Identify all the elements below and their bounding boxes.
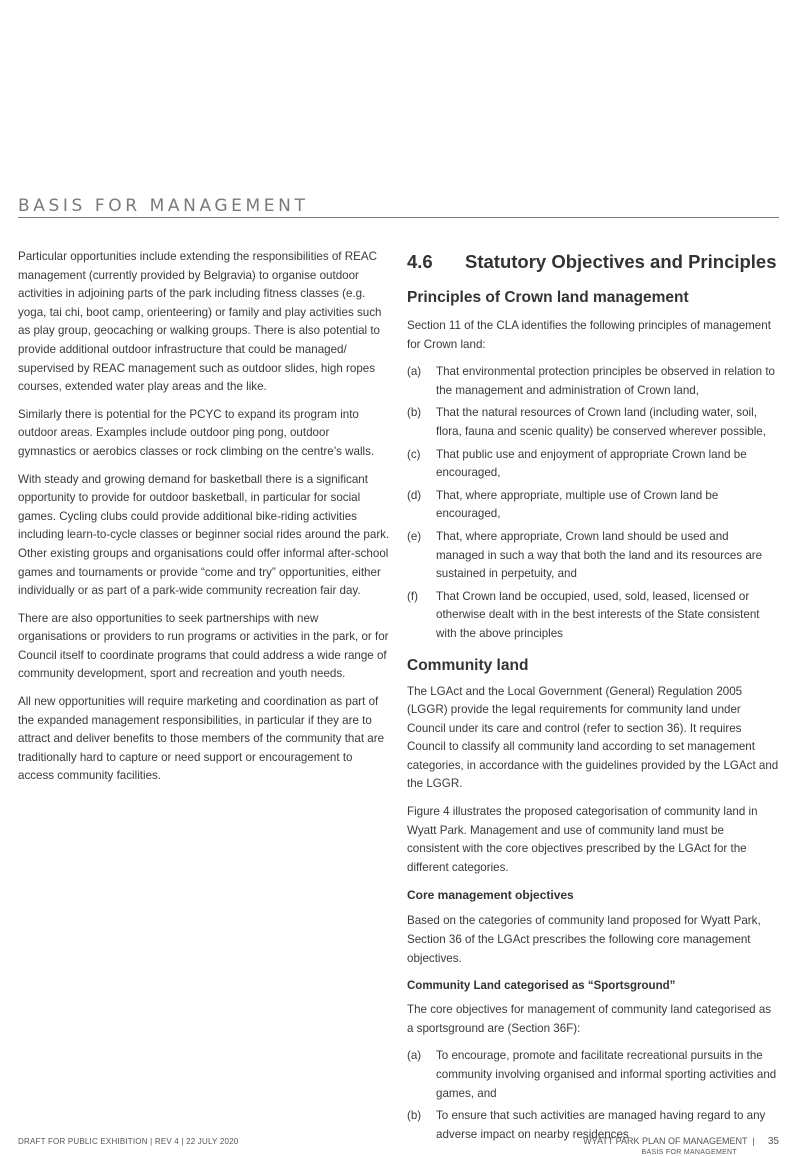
list-text: To ensure that such activities are managed having regard to any adverse impact on nearby residences — [436, 1109, 766, 1141]
list-text: That Crown land be occupied, used, sold, leased, licensed or otherwise dealt with in the best interests of the State consistent with the above principles — [436, 589, 760, 640]
paragraph: With steady and growing demand for basketball there is a significant opportunity to provide for outdoor basketball, in particular for social games. Cycling clubs could provide additional bike-riding activities including learn-to-cycle classes or beginner social rides around the park. Other existing groups and organisations could offer informal after-school games and tournaments or provide “come and try” opportunities, either individually or as part of a park-wide community recreation fair day. — [18, 472, 390, 598]
list-marker: (e) — [407, 529, 422, 543]
footer-section-label: BASIS FOR MANAGEMENT — [641, 1149, 737, 1156]
list-text: That, where appropriate, Crown land should be used and managed in such a way that both the land and its resources are sustained in perpetuity, and — [436, 529, 763, 581]
list-item — [407, 528, 779, 584]
paragraph: Based on the categories of community land proposed for Wyatt Park, Section 36 of the LGAct prescribes the following core management objectives. — [407, 914, 761, 965]
list-text: That environmental protection principles be observed in relation to the management and administration of Crown land, — [436, 365, 775, 397]
sportsground-heading: Community Land categorised as “Sportsground” — [407, 980, 676, 993]
core-objectives-heading: Core management objectives — [407, 888, 574, 903]
page-number: 35 — [767, 1136, 779, 1147]
list-text: That the natural resources of Crown land (including water, soil, flora, fauna and scenic quality) be conserved wherever possible, — [436, 406, 766, 438]
list-text: That, where appropriate, multiple use of Crown land be encouraged, — [436, 488, 719, 521]
list-marker: (a) — [407, 365, 422, 379]
footer-doc-info — [583, 1136, 779, 1147]
section-title: Statutory Objectives and Principles — [465, 251, 777, 272]
community-land-heading: Community land — [407, 656, 529, 674]
list-text: To encourage, promote and facilitate recreational pursuits in the community involving organised and informal sporting activities and games, and — [436, 1049, 777, 1100]
list-marker: (b) — [407, 1109, 422, 1123]
paragraph: The core objectives for management of community land categorised as a sportsground are (Section 36F): — [407, 1003, 772, 1035]
paragraph: Particular opportunities include extending the responsibilities of REAC management (currently provided by Belgravia) to organise outdoor activities in adjoining parts of the park including fitness classes (e.g. yoga, tai chi, boot camp, orienteering) or family and play activities such as play group, geocaching or walking groups. There is also potential to provide additional outdoor infrastructure that could be managed/ supervised by REAC management such as outdoor slides, high ropes courses, extended water play areas and the like. — [18, 250, 382, 394]
list-item — [407, 588, 779, 644]
paragraph: Figure 4 illustrates the proposed categorisation of community land in Wyatt Park. Management and use of community land must be consistent with the core objectives prescribed by the LGAct for the different categories. — [407, 805, 758, 874]
left-column — [18, 248, 390, 795]
paragraph: The LGAct and the Local Government (General) Regulation 2005 (LGGR) provide the legal requirements for community land under Council under its care and control (refer to section 36). It requires Council to classify all community land according to set management categories, in accordance with the guidelines provided by the LGAct and the LGGR. — [407, 684, 779, 791]
list-item — [407, 487, 779, 524]
section-heading — [407, 250, 779, 274]
list-item — [407, 446, 779, 483]
footer-doc-title: WYATT PARK PLAN OF MANAGEMENT — [583, 1136, 748, 1146]
right-column — [407, 248, 779, 1152]
paragraph: There are also opportunities to seek partnerships with new organisations or providers to run programs or activities in the park, or for Council itself to coordinate programs that could address a wide range of community development, sport and recreation and youth needs. — [18, 611, 389, 681]
list-item — [407, 363, 779, 400]
section-header: BASIS FOR MANAGEMENT — [18, 196, 309, 216]
crown-land-intro: Section 11 of the CLA identifies the following principles of management for Crown land: — [407, 319, 771, 351]
list-marker: (d) — [407, 488, 422, 502]
footer-draft-label: DRAFT FOR PUBLIC EXHIBITION | REV 4 | 22 JULY 2020 — [18, 1137, 239, 1146]
paragraph: All new opportunities will require marketing and coordination as part of the expanded management responsibilities, in particular if they are to attract and deliver benefits to those members of the community that are traditionally hard to capture or need support or encouragement to access community facilities. — [18, 695, 385, 783]
list-marker: (c) — [407, 447, 421, 461]
footer-separator: | — [752, 1136, 755, 1146]
list-marker: (f) — [407, 589, 418, 603]
list-item — [407, 404, 779, 441]
list-marker: (b) — [407, 406, 422, 420]
header-divider — [18, 217, 779, 218]
crown-principles-list — [407, 363, 779, 643]
section-number: 4.6 — [407, 251, 433, 272]
list-text: That public use and enjoyment of appropriate Crown land be encouraged, — [436, 447, 747, 480]
paragraph: Similarly there is potential for the PCYC to expand its program into outdoor areas. Examples include outdoor ping pong, outdoor gymnastics or aerobics classes or rock climbing on the centre’s walls. — [18, 407, 375, 458]
sportsground-objectives-list — [407, 1047, 779, 1144]
list-marker: (a) — [407, 1049, 422, 1063]
crown-land-heading: Principles of Crown land management — [407, 289, 689, 306]
list-item — [407, 1047, 779, 1103]
